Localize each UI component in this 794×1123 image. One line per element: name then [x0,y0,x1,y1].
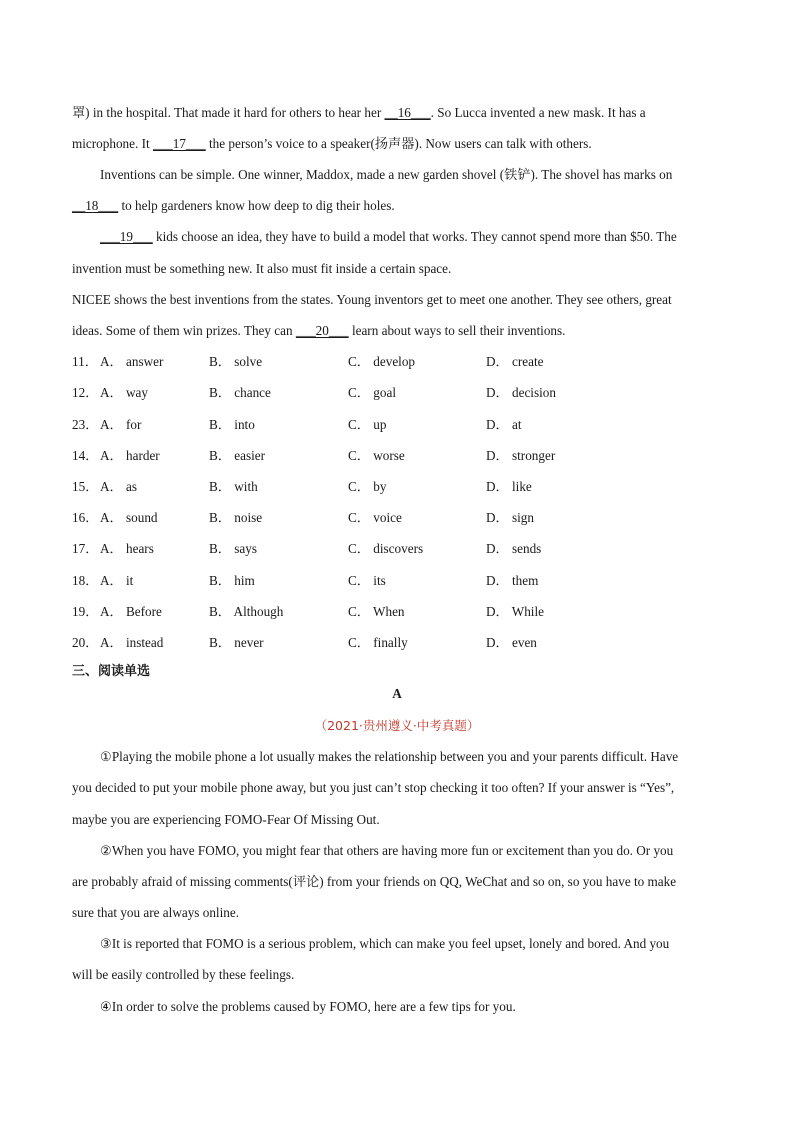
question-row [72,509,712,527]
option-b[interactable]: B． easier [209,448,266,463]
passage-label: A [392,686,402,701]
option-d[interactable]: D． decision [486,385,556,400]
passage-a-line: you decided to put your mobile phone away, but you just can’t stop checking it too often? If your answer is “Yes”, [72,780,675,795]
question-row [72,447,712,465]
option-b[interactable]: B． solve [209,354,263,369]
answer-blank: ___17___ [152,136,206,151]
option-d[interactable]: D． at [486,417,522,432]
section-title: 三、阅读单选 [72,664,151,679]
option-c[interactable]: C． finally [348,635,408,650]
question-row [72,416,712,434]
passage-a-line: ①Playing the mobile phone a lot usually makes the relationship between you and your parents difficult. Have [100,749,679,764]
option-b[interactable]: B． into [209,417,255,432]
question-number: 18． [72,573,99,588]
question-number: 16． [72,510,99,525]
question-number: 12． [72,385,99,400]
passage-line: ___19___ kids choose an idea, they have to build a model that works. They cannot spend more than $50. The [100,229,677,244]
question-row [72,540,712,558]
passage-a-line: will be easily controlled by these feelings. [72,967,295,982]
option-a[interactable]: A． hears [100,541,154,556]
option-d[interactable]: D． While [486,604,544,619]
option-b[interactable]: B． Although [209,604,284,619]
passage-a-line: are probably afraid of missing comments(评论) from your friends on QQ, WeChat and so on, so you have to make [72,874,677,889]
option-a[interactable]: A． instead [100,635,164,650]
option-a[interactable]: A． it [100,573,134,588]
option-d[interactable]: D． create [486,354,544,369]
option-d[interactable]: D． like [486,479,532,494]
passage-a-line: maybe you are experiencing FOMO-Fear Of Missing Out. [72,812,380,827]
passage-line: ideas. Some of them win prizes. They can ___20___ learn about ways to sell their inventions. [72,323,566,338]
option-a[interactable]: A． harder [100,448,160,463]
passage-line: __18___ to help gardeners know how deep to dig their holes. [72,198,395,213]
option-a[interactable]: A． sound [100,510,158,525]
question-row [72,603,712,621]
option-c[interactable]: C． up [348,417,387,432]
option-a[interactable]: A． Before [100,604,162,619]
passage-a-line: sure that you are always online. [72,905,239,920]
question-row [72,384,712,402]
option-c[interactable]: C． When [348,604,405,619]
option-c[interactable]: C． by [348,479,387,494]
option-c[interactable]: C． voice [348,510,402,525]
passage-line: invention must be something new. It also must fit inside a certain space. [72,261,452,276]
option-a[interactable]: A． way [100,385,148,400]
option-a[interactable]: A． for [100,417,142,432]
passage-line: Inventions can be simple. One winner, Maddox, made a new garden shovel (铁铲). The shovel has marks on [100,167,673,182]
answer-blank: ___20___ [295,323,349,338]
option-d[interactable]: D． them [486,573,539,588]
option-a[interactable]: A． answer [100,354,164,369]
question-number: 11． [72,354,98,369]
answer-blank: __18___ [72,198,119,213]
passage-line: 罩) in the hospital. That made it hard for others to hear her __16___. So Lucca invented a new mask. It has a [72,105,646,120]
passage-line: microphone. It ___17___ the person’s voice to a speaker(扬声器). Now users can talk with others. [72,136,592,151]
passage-a-line: ④In order to solve the problems caused by FOMO, here are a few tips for you. [100,999,516,1014]
option-b[interactable]: B． him [209,573,255,588]
option-d[interactable]: D． stronger [486,448,556,463]
option-b[interactable]: B． noise [209,510,263,525]
option-c[interactable]: C． develop [348,354,416,369]
answer-blank: __16___ [384,105,431,120]
option-c[interactable]: C． its [348,573,386,588]
option-b[interactable]: B． with [209,479,258,494]
option-b[interactable]: B． chance [209,385,271,400]
option-d[interactable]: D． even [486,635,537,650]
question-row [72,572,712,590]
option-d[interactable]: D． sends [486,541,542,556]
question-row [72,634,712,652]
passage-source: （2021·贵州遵义·中考真题） [314,718,480,733]
question-row [72,478,712,496]
passage-line: NICEE shows the best inventions from the states. Young inventors get to meet one another. They see others, great [72,292,672,307]
question-number: 15． [72,479,99,494]
answer-blank: ___19___ [100,229,153,244]
passage-a-line: ③It is reported that FOMO is a serious problem, which can make you feel upset, lonely and bored. And you [100,936,670,951]
question-row [72,353,712,371]
passage-a-line: ②When you have FOMO, you might fear that others are having more fun or excitement than you do. Or you [100,843,674,858]
option-c[interactable]: C． goal [348,385,396,400]
question-number: 23． [72,417,99,432]
option-a[interactable]: A． as [100,479,137,494]
option-b[interactable]: B． says [209,541,257,556]
question-number: 14． [72,448,99,463]
option-d[interactable]: D． sign [486,510,534,525]
option-c[interactable]: C． worse [348,448,405,463]
option-c[interactable]: C． discovers [348,541,424,556]
option-b[interactable]: B． never [209,635,264,650]
question-number: 19． [72,604,99,619]
question-number: 17． [72,541,99,556]
question-number: 20． [72,635,99,650]
